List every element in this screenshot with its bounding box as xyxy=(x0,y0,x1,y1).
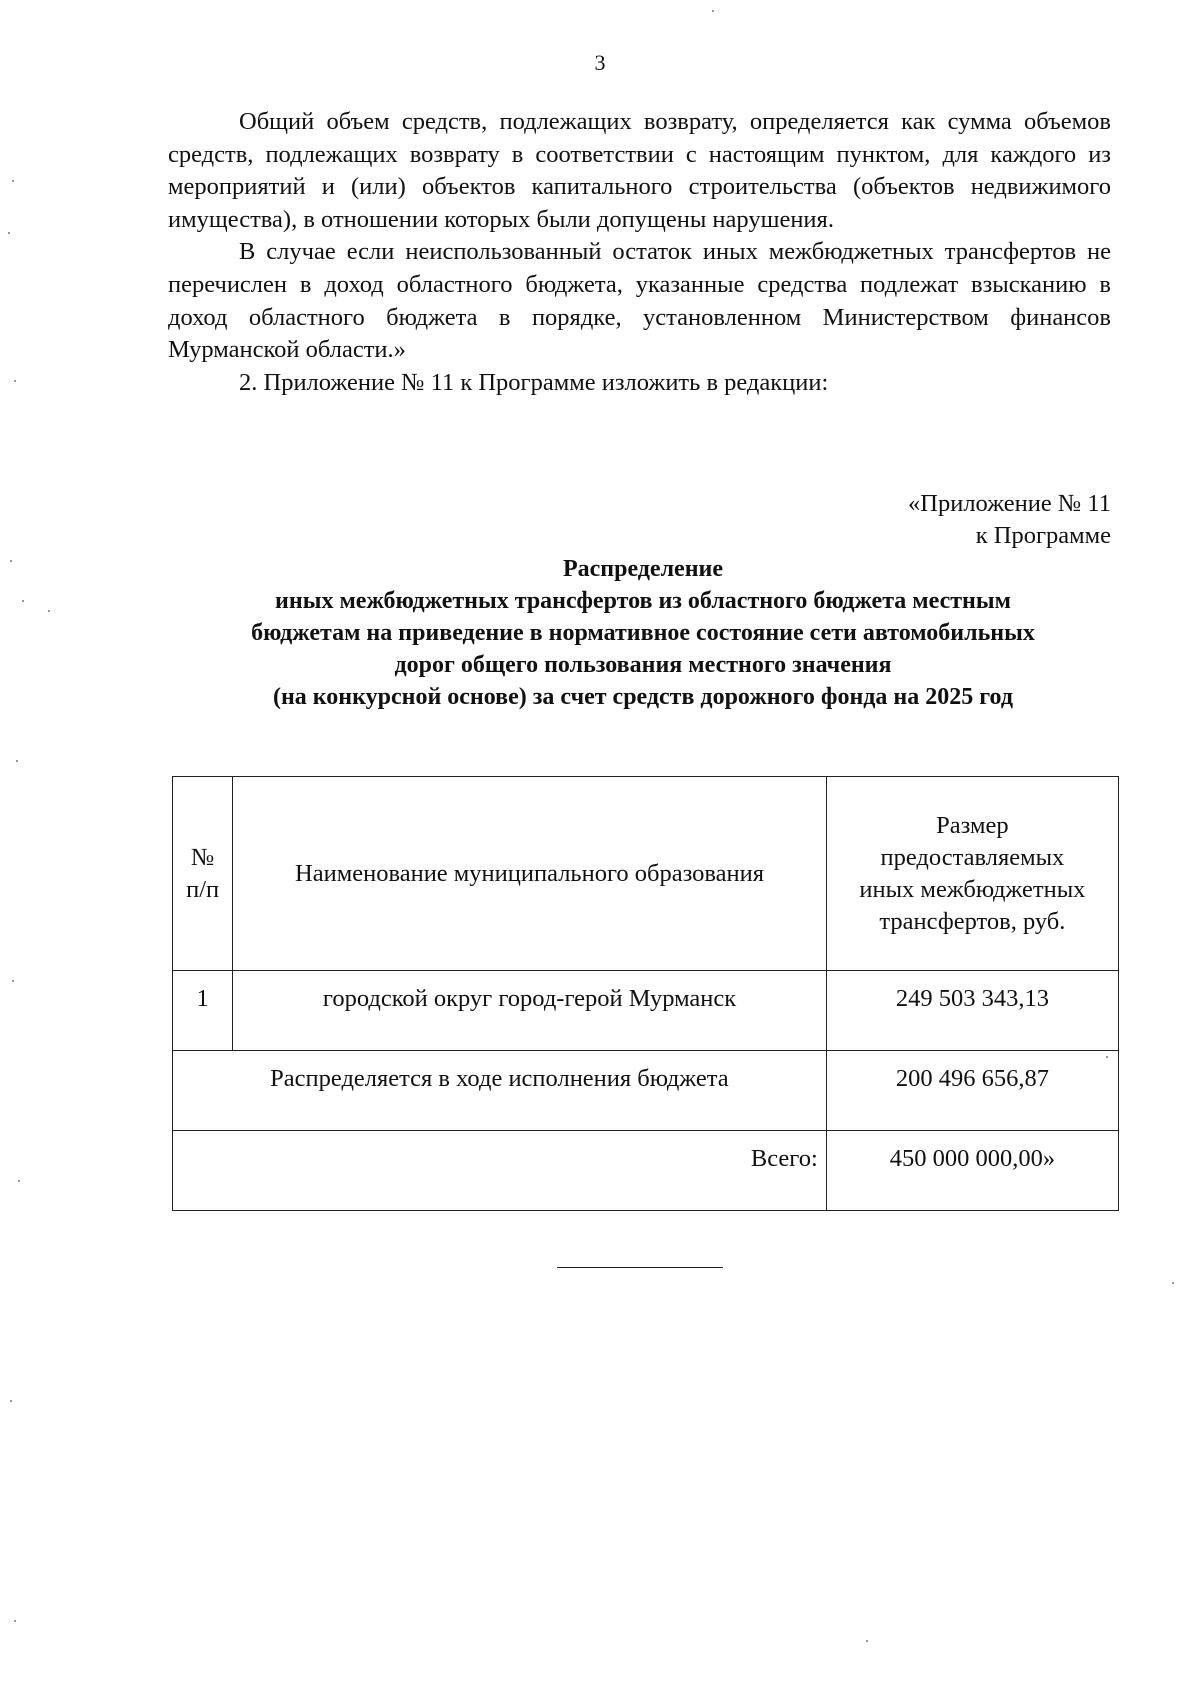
scan-speck xyxy=(866,1640,868,1642)
heading-line-5: (на конкурсной основе) за счет средств дорожного фонда на 2025 год xyxy=(272,684,1014,710)
scan-speck xyxy=(712,10,714,12)
total-label-cell: Всего: xyxy=(173,1131,827,1211)
appendix-reference xyxy=(711,488,1111,552)
scan-speck xyxy=(18,1180,20,1182)
scan-speck xyxy=(1106,1056,1108,1058)
header-amount-line-3: иных межбюджетных xyxy=(859,875,1086,903)
header-amount-line-1: Размер xyxy=(936,811,1009,839)
scan-speck xyxy=(22,600,24,602)
distributed-amount-cell: 200 496 656,87 xyxy=(826,1051,1118,1131)
scan-speck xyxy=(16,760,18,762)
scan-speck xyxy=(10,560,12,562)
scan-speck xyxy=(10,1400,12,1402)
paragraph-unused-balance: В случае если неиспользованный остаток иных межбюджетных трансфертов не перечислен в доход областного бюджета, указанные средства подлежат взысканию в доход областного бюджета в порядке, установленном Министерством финансов Мурманской области.» xyxy=(168,238,1111,364)
scan-speck xyxy=(8,232,10,234)
distribution-table xyxy=(172,776,1119,1211)
distributed-label-cell: Распределяется в ходе исполнения бюджета xyxy=(173,1051,827,1131)
table-header-row xyxy=(173,777,1119,971)
header-number-symbol: № xyxy=(190,843,215,871)
table-row xyxy=(173,971,1119,1051)
scan-speck xyxy=(14,380,16,382)
appendix-line-2: к Программе xyxy=(975,522,1111,549)
heading-line-2: иных межбюджетных трансфертов из областного бюджета местным xyxy=(275,588,1011,614)
scan-speck xyxy=(48,610,50,612)
heading-line-4: дорог общего пользования местного значения xyxy=(394,652,892,678)
paragraph-appendix-amendment: 2. Приложение № 11 к Программе изложить в редакции: xyxy=(239,368,829,396)
body-text xyxy=(168,106,1111,399)
total-amount-cell: 450 000 000,00» xyxy=(826,1131,1118,1211)
scan-speck xyxy=(12,180,14,182)
row-municipality-cell: городской округ город-герой Мурманск xyxy=(233,971,827,1051)
paragraph-return-total: Общий объем средств, подлежащих возврату, определяется как сумма объемов средств, подлежащих возврату в соответствии с настоящим пунктом, для каждого из мероприятий и (или) объектов капитального строительства (объектов недвижимого имущества), в отношении которых были допущены нарушения. xyxy=(168,108,1111,233)
page-number: 3 xyxy=(594,50,606,75)
heading-line-1: Распределение xyxy=(562,556,724,582)
closing-rule xyxy=(557,1267,723,1268)
scan-speck xyxy=(1172,1282,1174,1284)
appendix-line-1: «Приложение № 11 xyxy=(908,490,1111,517)
scan-speck xyxy=(14,1620,16,1622)
header-name-cell: Наименование муниципального образования xyxy=(233,777,827,971)
heading-line-3: бюджетам на приведение в нормативное состояние сети автомобильных xyxy=(251,620,1035,646)
row-amount-cell: 249 503 343,13 xyxy=(826,971,1118,1051)
header-amount-cell xyxy=(826,777,1118,971)
distributed-row xyxy=(173,1051,1119,1131)
document-heading xyxy=(100,553,1186,713)
header-number-abbr: п/п xyxy=(186,875,220,903)
total-row xyxy=(173,1131,1119,1211)
header-amount-line-4: трансфертов, руб. xyxy=(879,907,1066,935)
header-amount-line-2: предоставляемых xyxy=(880,843,1065,871)
header-number-cell xyxy=(173,777,233,971)
row-number-cell: 1 xyxy=(173,971,233,1051)
scan-speck xyxy=(12,980,14,982)
